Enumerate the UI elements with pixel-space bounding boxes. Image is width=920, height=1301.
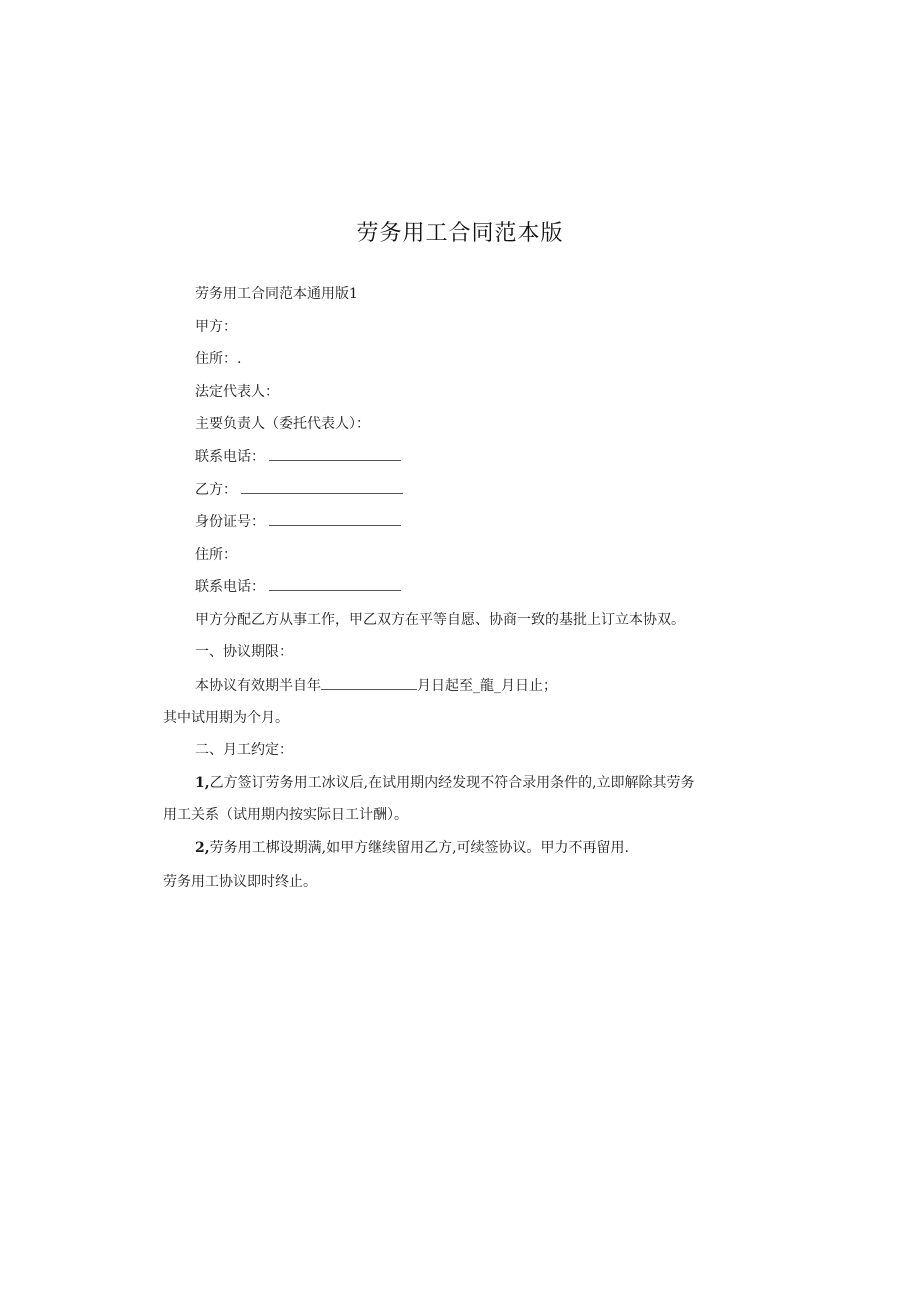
id-number-blank <box>269 513 401 526</box>
section-1-title: 一、协议期限： <box>195 644 293 660</box>
intro-paragraph: 甲方分配乙方从事工作，甲乙双方在平等自愿、协商一致的基批上订立本协双。 <box>195 612 685 628</box>
party-b-blank <box>241 481 403 494</box>
item-1-number: 1, <box>195 775 210 791</box>
party-a-phone-row <box>195 447 401 467</box>
party-b-label: 乙方： <box>195 482 237 498</box>
term-year-blank <box>321 677 417 690</box>
item-1-line-2: 用工关系（试用期内按实际日工计酬）。 <box>163 807 408 823</box>
party-b-phone-row <box>195 577 401 597</box>
item-2-line-2: 劳务用工协议即时终止。 <box>163 874 317 890</box>
document-title: 劳务用工合同范本版 <box>356 221 564 246</box>
id-number-label: 身份证号： <box>195 514 265 530</box>
party-a-phone-label: 联系电话： <box>195 449 265 465</box>
term-suffix: 月日起至_龍_月日止； <box>417 678 557 694</box>
party-b-row <box>195 480 403 500</box>
term-row <box>195 676 557 696</box>
section-2-title: 二、月工约定： <box>195 742 293 758</box>
probation-line: 其中试用期为个月。 <box>163 710 289 726</box>
party-b-phone-blank <box>269 578 401 591</box>
item-1-line-1 <box>195 773 695 793</box>
party-a-label: 甲方： <box>195 319 237 335</box>
item-2-number: 2, <box>195 840 210 856</box>
principal-label: 主要负责人（委托代表人）： <box>195 416 370 432</box>
party-a-phone-blank <box>269 448 401 461</box>
document-subtitle <box>195 284 358 304</box>
party-a-address: 住所：. <box>195 351 242 367</box>
item-2-text-1: 劳务用工梆设期满,如甲方继续留用乙方,可续签协议。甲力不再留用. <box>209 840 629 856</box>
party-b-phone-label: 联系电话： <box>195 579 265 595</box>
subtitle-text: 劳务用工合同范本通用版1 <box>195 286 358 302</box>
term-prefix: 本协议有效期半自年 <box>195 678 321 694</box>
party-b-address: 住所： <box>195 547 237 563</box>
item-1-text-1: 乙方签订劳务用工冰议后,在试用期内经发现不符合录用条件的,立即解除其劳务 <box>209 775 695 791</box>
item-2-line-1 <box>195 838 629 858</box>
id-number-row <box>195 512 401 532</box>
legal-representative-label: 法定代表人： <box>195 384 279 400</box>
